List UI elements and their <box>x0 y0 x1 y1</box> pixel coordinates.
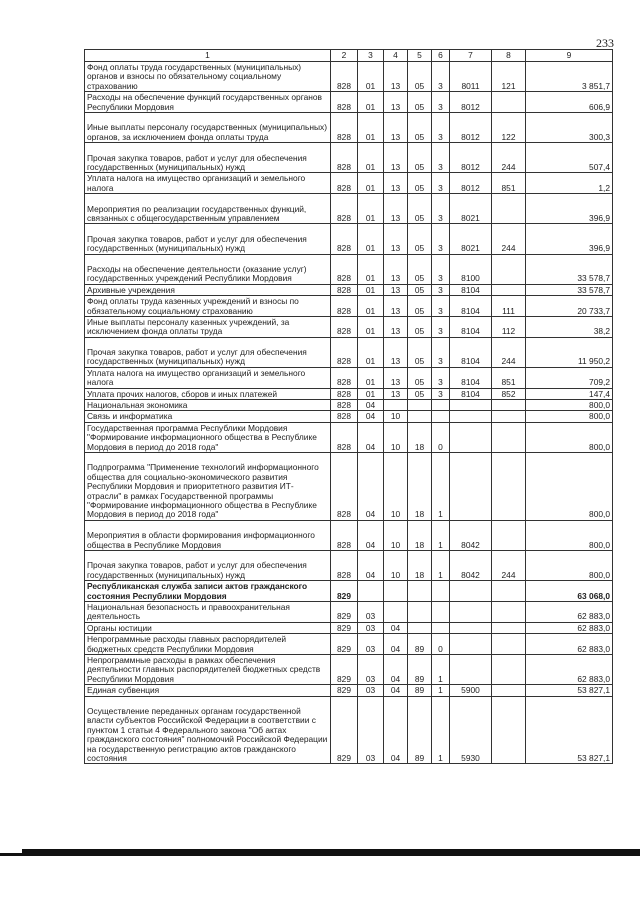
subsection-code: 13 <box>384 92 408 113</box>
table-row <box>85 62 613 92</box>
section-code: 01 <box>358 367 384 388</box>
expense-type-code: 111 <box>492 296 526 317</box>
table-row <box>85 337 613 367</box>
row-name: Национальная безопасность и правоохранительная деятельность <box>85 602 331 623</box>
subprogram-code: 3 <box>432 112 450 142</box>
program-code: 05 <box>408 62 432 92</box>
amount: 507,4 <box>526 143 613 173</box>
expense-type-code <box>492 284 526 295</box>
amount: 147,4 <box>526 388 613 399</box>
amount: 62 883,0 <box>526 655 613 685</box>
subsection-code: 04 <box>384 696 408 764</box>
target-code: 8104 <box>450 388 492 399</box>
table-row <box>85 685 613 696</box>
subsection-code: 13 <box>384 388 408 399</box>
subsection-code: 13 <box>384 173 408 194</box>
row-name: Подпрограмма "Применение технологий информационного общества для социально-экономического развития Республики Мордовия и приоритетного развития ИТ-отрасли" в рамках Государственной программы "Формирование информационного общества в Республике Мордовия в период до 2018 года" <box>85 453 331 521</box>
expense-type-code: 244 <box>492 224 526 254</box>
subprogram-code: 1 <box>432 453 450 521</box>
amount: 800,0 <box>526 400 613 411</box>
budget-code: 828 <box>331 194 358 224</box>
subsection-code: 13 <box>384 337 408 367</box>
expense-type-code <box>492 581 526 602</box>
row-name: Расходы на обеспечение деятельности (оказание услуг) государственных учреждений Республики Мордовия <box>85 254 331 284</box>
program-code: 05 <box>408 92 432 113</box>
table-row <box>85 411 613 422</box>
subprogram-code: 3 <box>432 143 450 173</box>
table-row <box>85 520 613 550</box>
amount: 62 883,0 <box>526 602 613 623</box>
amount: 709,2 <box>526 367 613 388</box>
target-code: 8104 <box>450 367 492 388</box>
program-code: 05 <box>408 337 432 367</box>
scan-edge-bar <box>0 853 640 856</box>
subprogram-code: 3 <box>432 92 450 113</box>
target-code: 8012 <box>450 143 492 173</box>
table-row <box>85 112 613 142</box>
target-code: 8042 <box>450 551 492 581</box>
row-name: Уплата налога на имущество организаций и земельного налога <box>85 367 331 388</box>
subprogram-code: 3 <box>432 367 450 388</box>
expense-type-code <box>492 194 526 224</box>
subsection-code: 13 <box>384 62 408 92</box>
section-code: 01 <box>358 143 384 173</box>
section-code: 01 <box>358 92 384 113</box>
row-name: Мероприятия в области формирования информационного общества в Республике Мордовия <box>85 520 331 550</box>
section-code: 01 <box>358 337 384 367</box>
row-name: Непрограммные расходы главных распорядителей бюджетных средств Республики Мордовия <box>85 634 331 655</box>
row-name: Прочая закупка товаров, работ и услуг для обеспечения государственных (муниципальных) нужд <box>85 224 331 254</box>
table-row <box>85 224 613 254</box>
program-code <box>408 602 432 623</box>
budget-code: 828 <box>331 388 358 399</box>
row-name: Уплата прочих налогов, сборов и иных платежей <box>85 388 331 399</box>
subsection-code: 13 <box>384 143 408 173</box>
program-code <box>408 622 432 633</box>
target-code <box>450 581 492 602</box>
program-code: 05 <box>408 296 432 317</box>
program-code: 89 <box>408 634 432 655</box>
program-code: 05 <box>408 254 432 284</box>
table-row <box>85 92 613 113</box>
target-code: 8021 <box>450 224 492 254</box>
expense-type-code: 244 <box>492 551 526 581</box>
table-row <box>85 367 613 388</box>
budget-code: 828 <box>331 143 358 173</box>
expense-type-code <box>492 92 526 113</box>
subsection-code: 04 <box>384 622 408 633</box>
target-code <box>450 655 492 685</box>
row-name: Прочая закупка товаров, работ и услуг для обеспечения государственных (муниципальных) нужд <box>85 143 331 173</box>
section-code: 03 <box>358 622 384 633</box>
subprogram-code: 3 <box>432 173 450 194</box>
table-row <box>85 173 613 194</box>
subsection-code: 10 <box>384 453 408 521</box>
subprogram-code <box>432 622 450 633</box>
section-code: 03 <box>358 602 384 623</box>
amount: 800,0 <box>526 422 613 452</box>
subprogram-code: 1 <box>432 520 450 550</box>
subsection-code: 13 <box>384 112 408 142</box>
col-header: 5 <box>408 50 432 62</box>
col-header: 2 <box>331 50 358 62</box>
amount: 800,0 <box>526 411 613 422</box>
budget-code: 828 <box>331 337 358 367</box>
budget-code: 828 <box>331 367 358 388</box>
subprogram-code: 3 <box>432 194 450 224</box>
col-header: 6 <box>432 50 450 62</box>
target-code: 8011 <box>450 62 492 92</box>
program-code: 18 <box>408 551 432 581</box>
budget-table <box>84 49 613 764</box>
budget-code: 828 <box>331 254 358 284</box>
expense-type-code <box>492 453 526 521</box>
section-code: 01 <box>358 173 384 194</box>
section-code: 01 <box>358 316 384 337</box>
amount: 38,2 <box>526 316 613 337</box>
expense-type-code: 121 <box>492 62 526 92</box>
budget-code: 828 <box>331 62 358 92</box>
row-name: Прочая закупка товаров, работ и услуг для обеспечения государственных (муниципальных) нужд <box>85 551 331 581</box>
section-code: 01 <box>358 388 384 399</box>
target-code <box>450 411 492 422</box>
amount: 3 851,7 <box>526 62 613 92</box>
amount: 53 827,1 <box>526 685 613 696</box>
table-row <box>85 388 613 399</box>
budget-code: 828 <box>331 112 358 142</box>
program-code: 05 <box>408 284 432 295</box>
budget-code: 829 <box>331 696 358 764</box>
program-code: 05 <box>408 224 432 254</box>
subprogram-code: 0 <box>432 634 450 655</box>
target-code <box>450 422 492 452</box>
expense-type-code: 851 <box>492 367 526 388</box>
program-code: 89 <box>408 696 432 764</box>
expense-type-code <box>492 254 526 284</box>
row-name: Государственная программа Республики Мордовия "Формирование информационного общества в Республике Мордовия в период до 2018 года" <box>85 422 331 452</box>
program-code: 18 <box>408 520 432 550</box>
subsection-code: 04 <box>384 685 408 696</box>
section-code: 03 <box>358 655 384 685</box>
page-number: 233 <box>596 36 614 50</box>
target-code: 8021 <box>450 194 492 224</box>
target-code: 8012 <box>450 173 492 194</box>
row-name: Уплата налога на имущество организаций и земельного налога <box>85 173 331 194</box>
budget-code: 828 <box>331 316 358 337</box>
row-name: Связь и информатика <box>85 411 331 422</box>
budget-code: 828 <box>331 296 358 317</box>
subsection-code: 13 <box>384 284 408 295</box>
amount: 33 578,7 <box>526 284 613 295</box>
expense-type-code <box>492 685 526 696</box>
budget-code: 829 <box>331 685 358 696</box>
program-code: 05 <box>408 143 432 173</box>
table-row <box>85 696 613 764</box>
table-row <box>85 453 613 521</box>
program-code: 89 <box>408 685 432 696</box>
budget-code: 828 <box>331 224 358 254</box>
amount: 606,9 <box>526 92 613 113</box>
section-code: 04 <box>358 400 384 411</box>
table-row <box>85 622 613 633</box>
table-row <box>85 400 613 411</box>
col-header: 8 <box>492 50 526 62</box>
target-code: 8100 <box>450 254 492 284</box>
subsection-code <box>384 602 408 623</box>
row-name: Фонд оплаты труда казенных учреждений и взносы по обязательному социальному страхованию <box>85 296 331 317</box>
amount: 63 068,0 <box>526 581 613 602</box>
expense-type-code <box>492 622 526 633</box>
budget-code: 828 <box>331 284 358 295</box>
subsection-code: 10 <box>384 411 408 422</box>
section-code: 04 <box>358 411 384 422</box>
table-row <box>85 316 613 337</box>
col-header: 9 <box>526 50 613 62</box>
subprogram-code: 0 <box>432 422 450 452</box>
col-header: 3 <box>358 50 384 62</box>
table-row <box>85 296 613 317</box>
header-row <box>85 50 613 62</box>
section-code <box>358 581 384 602</box>
target-code: 8104 <box>450 316 492 337</box>
subsection-code: 13 <box>384 224 408 254</box>
subsection-code: 13 <box>384 367 408 388</box>
expense-type-code: 122 <box>492 112 526 142</box>
subsection-code: 13 <box>384 194 408 224</box>
budget-code: 828 <box>331 400 358 411</box>
target-code <box>450 634 492 655</box>
row-name: Органы юстиции <box>85 622 331 633</box>
subsection-code: 13 <box>384 254 408 284</box>
subprogram-code: 1 <box>432 655 450 685</box>
budget-code: 829 <box>331 581 358 602</box>
program-code: 05 <box>408 194 432 224</box>
program-code <box>408 581 432 602</box>
subprogram-code: 1 <box>432 696 450 764</box>
program-code: 05 <box>408 112 432 142</box>
section-code: 04 <box>358 551 384 581</box>
section-code: 01 <box>358 224 384 254</box>
table-row <box>85 602 613 623</box>
subprogram-code: 3 <box>432 316 450 337</box>
expense-type-code <box>492 602 526 623</box>
subsection-code: 04 <box>384 634 408 655</box>
table-row <box>85 422 613 452</box>
table-row <box>85 655 613 685</box>
col-header: 1 <box>85 50 331 62</box>
program-code <box>408 411 432 422</box>
col-header: 4 <box>384 50 408 62</box>
target-code: 8104 <box>450 284 492 295</box>
row-name: Осуществление переданных органам государственной власти субъектов Российской Федерации в соответствии с пунктом 1 статьи 4 Федерального закона "Об актах гражданского состояния" полномочий Российской Федерации на государственную регистрацию актов гражданского состояния <box>85 696 331 764</box>
amount: 20 733,7 <box>526 296 613 317</box>
target-code: 8012 <box>450 92 492 113</box>
section-code: 01 <box>358 296 384 317</box>
section-code: 03 <box>358 685 384 696</box>
subsection-code: 10 <box>384 551 408 581</box>
subprogram-code: 3 <box>432 254 450 284</box>
target-code: 5900 <box>450 685 492 696</box>
amount: 1,2 <box>526 173 613 194</box>
expense-type-code <box>492 655 526 685</box>
amount: 800,0 <box>526 551 613 581</box>
program-code: 05 <box>408 367 432 388</box>
amount: 62 883,0 <box>526 622 613 633</box>
amount: 396,9 <box>526 224 613 254</box>
subsection-code: 13 <box>384 316 408 337</box>
subsection-code: 10 <box>384 422 408 452</box>
row-name: Фонд оплаты труда государственных (муниципальных) органов и взносы по обязательному социальному страхованию <box>85 62 331 92</box>
expense-type-code: 244 <box>492 337 526 367</box>
expense-type-code <box>492 422 526 452</box>
subprogram-code <box>432 581 450 602</box>
row-name: Единая субвенция <box>85 685 331 696</box>
expense-type-code: 112 <box>492 316 526 337</box>
table-row <box>85 143 613 173</box>
subsection-code: 13 <box>384 296 408 317</box>
subsection-code: 04 <box>384 655 408 685</box>
subsection-code: 10 <box>384 520 408 550</box>
section-code: 04 <box>358 453 384 521</box>
budget-code: 829 <box>331 655 358 685</box>
subprogram-code: 3 <box>432 284 450 295</box>
program-code: 05 <box>408 316 432 337</box>
target-code: 8012 <box>450 112 492 142</box>
amount: 300,3 <box>526 112 613 142</box>
subprogram-code <box>432 602 450 623</box>
amount: 800,0 <box>526 453 613 521</box>
table-row <box>85 194 613 224</box>
section-code: 01 <box>358 62 384 92</box>
expense-type-code <box>492 696 526 764</box>
section-code: 04 <box>358 520 384 550</box>
expense-type-code <box>492 634 526 655</box>
program-code <box>408 400 432 411</box>
subprogram-code: 3 <box>432 337 450 367</box>
table-row <box>85 581 613 602</box>
budget-code: 828 <box>331 520 358 550</box>
budget-code: 828 <box>331 422 358 452</box>
row-name: Архивные учреждения <box>85 284 331 295</box>
subprogram-code: 3 <box>432 62 450 92</box>
budget-code: 828 <box>331 411 358 422</box>
budget-code: 828 <box>331 453 358 521</box>
subprogram-code: 1 <box>432 551 450 581</box>
expense-type-code <box>492 411 526 422</box>
subprogram-code <box>432 400 450 411</box>
subprogram-code: 1 <box>432 685 450 696</box>
table-row <box>85 551 613 581</box>
target-code: 5930 <box>450 696 492 764</box>
row-name: Мероприятия по реализации государственных функций, связанных с общегосударственным управлением <box>85 194 331 224</box>
program-code: 05 <box>408 173 432 194</box>
budget-code: 828 <box>331 173 358 194</box>
table-row <box>85 284 613 295</box>
program-code: 18 <box>408 422 432 452</box>
section-code: 03 <box>358 634 384 655</box>
col-header: 7 <box>450 50 492 62</box>
row-name: Непрограммные расходы в рамках обеспечения деятельности главных распорядителей бюджетных средств Республики Мордовия <box>85 655 331 685</box>
target-code <box>450 602 492 623</box>
table-row <box>85 254 613 284</box>
amount: 800,0 <box>526 520 613 550</box>
section-code: 01 <box>358 112 384 142</box>
amount: 62 883,0 <box>526 634 613 655</box>
section-code: 01 <box>358 254 384 284</box>
row-name: Республиканская служба записи актов гражданского состояния Республики Мордовия <box>85 581 331 602</box>
target-code: 8104 <box>450 337 492 367</box>
target-code <box>450 622 492 633</box>
row-name: Расходы на обеспечение функций государственных органов Республики Мордовия <box>85 92 331 113</box>
target-code: 8042 <box>450 520 492 550</box>
target-code: 8104 <box>450 296 492 317</box>
target-code <box>450 453 492 521</box>
amount: 396,9 <box>526 194 613 224</box>
row-name: Прочая закупка товаров, работ и услуг для обеспечения государственных (муниципальных) нужд <box>85 337 331 367</box>
row-name: Национальная экономика <box>85 400 331 411</box>
program-code: 18 <box>408 453 432 521</box>
section-code: 01 <box>358 284 384 295</box>
expense-type-code: 244 <box>492 143 526 173</box>
expense-type-code <box>492 520 526 550</box>
amount: 53 827,1 <box>526 696 613 764</box>
subprogram-code: 3 <box>432 224 450 254</box>
expense-type-code <box>492 400 526 411</box>
program-code: 05 <box>408 388 432 399</box>
amount: 11 950,2 <box>526 337 613 367</box>
subprogram-code: 3 <box>432 296 450 317</box>
section-code: 01 <box>358 194 384 224</box>
section-code: 03 <box>358 696 384 764</box>
row-name: Иные выплаты персоналу государственных (муниципальных) органов, за исключением фонда оплаты труда <box>85 112 331 142</box>
budget-code: 828 <box>331 92 358 113</box>
expense-type-code: 851 <box>492 173 526 194</box>
budget-code: 828 <box>331 551 358 581</box>
expense-type-code: 852 <box>492 388 526 399</box>
budget-code: 829 <box>331 622 358 633</box>
subsection-code <box>384 400 408 411</box>
program-code: 89 <box>408 655 432 685</box>
row-name: Иные выплаты персоналу казенных учреждений, за исключением фонда оплаты труда <box>85 316 331 337</box>
budget-code: 829 <box>331 634 358 655</box>
subsection-code <box>384 581 408 602</box>
budget-code: 829 <box>331 602 358 623</box>
subprogram-code: 3 <box>432 388 450 399</box>
section-code: 04 <box>358 422 384 452</box>
target-code <box>450 400 492 411</box>
amount: 33 578,7 <box>526 254 613 284</box>
table-row <box>85 634 613 655</box>
subprogram-code <box>432 411 450 422</box>
